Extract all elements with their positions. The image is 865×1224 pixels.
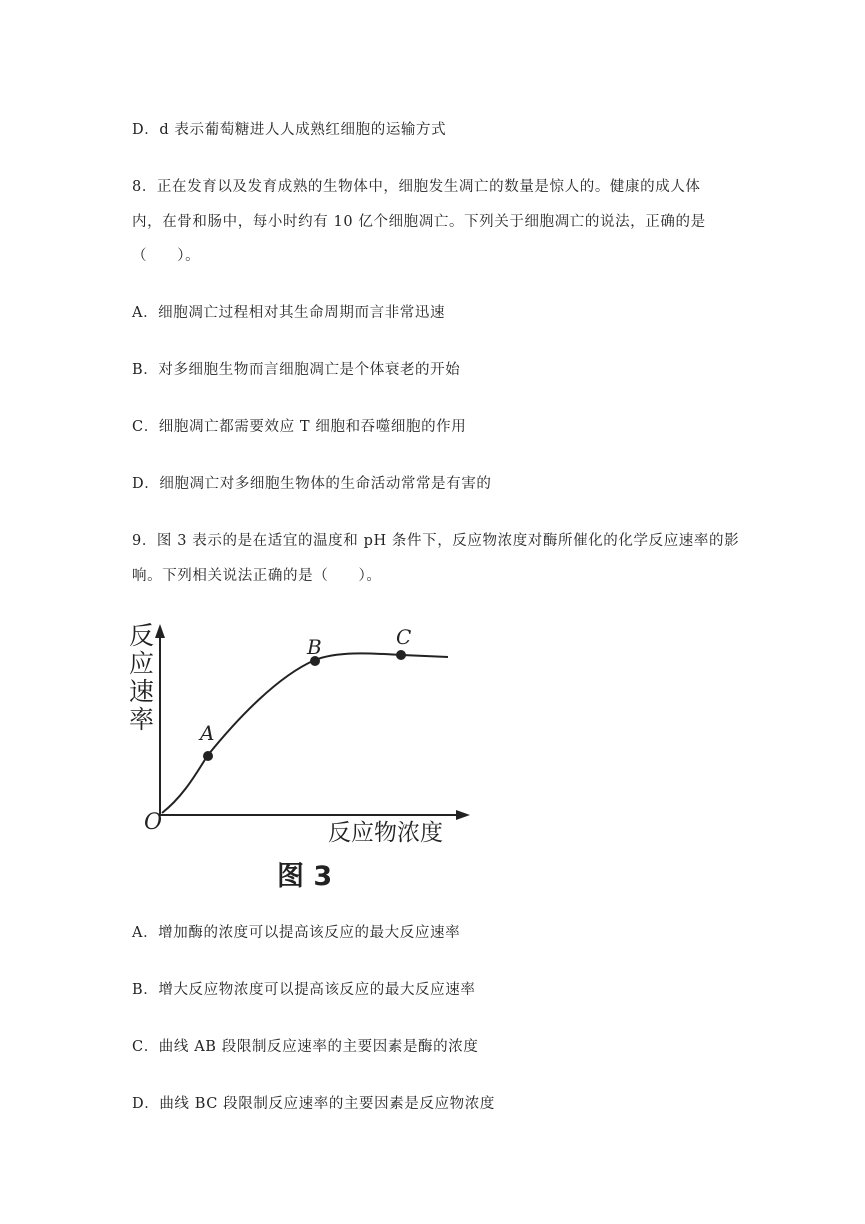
q8-option-a: A．细胞凋亡过程相对其生命周期而言非常迅速 [132, 305, 446, 321]
q9-option-a: A．增加酶的浓度可以提高该反应的最大反应速率 [132, 925, 461, 941]
point-c [396, 650, 406, 660]
q8-stem-line3: （ ）。 [132, 248, 201, 264]
prev-option-d: D．d 表示葡萄糖进人人成熟红细胞的运输方式 [132, 122, 447, 138]
point-b-label: B [307, 635, 322, 659]
point-c-label: C [396, 625, 412, 649]
q8-stem-line1: 8．正在发育以及发育成熟的生物体中，细胞发生凋亡的数量是惊人的。健康的成人体 [132, 179, 701, 195]
q8-option-c: C．细胞凋亡都需要效应 T 细胞和吞噬细胞的作用 [132, 419, 467, 435]
y-axis-label-1: 反 [129, 621, 155, 650]
q9-option-c: C．曲线 AB 段限制反应速率的主要因素是酶的浓度 [132, 1039, 479, 1055]
y-axis-label-3: 速 [129, 677, 155, 706]
point-a-label: A [200, 721, 215, 745]
origin-label: O [144, 810, 163, 835]
q8-option-d: D．细胞凋亡对多细胞生物体的生命活动常常是有害的 [132, 476, 492, 492]
y-axis-label-4: 率 [129, 705, 155, 734]
q8-option-b: B．对多细胞生物而言细胞凋亡是个体衰老的开始 [132, 362, 461, 378]
y-axis-label-2: 应 [129, 649, 155, 678]
q9-stem-line2: 响。下列相关说法正确的是（ ）。 [132, 568, 382, 584]
q9-option-d: D．曲线 BC 段限制反应速率的主要因素是反应物浓度 [132, 1096, 495, 1112]
figure-caption: 图 3 [277, 861, 333, 892]
q9-option-b: B．增大反应物浓度可以提高该反应的最大反应速率 [132, 982, 476, 998]
q9-stem-line1: 9．图 3 表示的是在适宜的温度和 pH 条件下，反应物浓度对酶所催化的化学反应速率的影 [132, 533, 740, 549]
y-axis-arrow [155, 624, 165, 638]
point-a [203, 751, 213, 761]
q8-stem-line2: 内，在骨和肠中，每小时约有 10 亿个细胞凋亡。下列关于细胞凋亡的说法，正确的是 [132, 214, 706, 230]
figure-3 [120, 610, 500, 900]
x-axis-arrow [456, 810, 470, 820]
x-axis-label: 反应物浓度 [328, 820, 443, 846]
